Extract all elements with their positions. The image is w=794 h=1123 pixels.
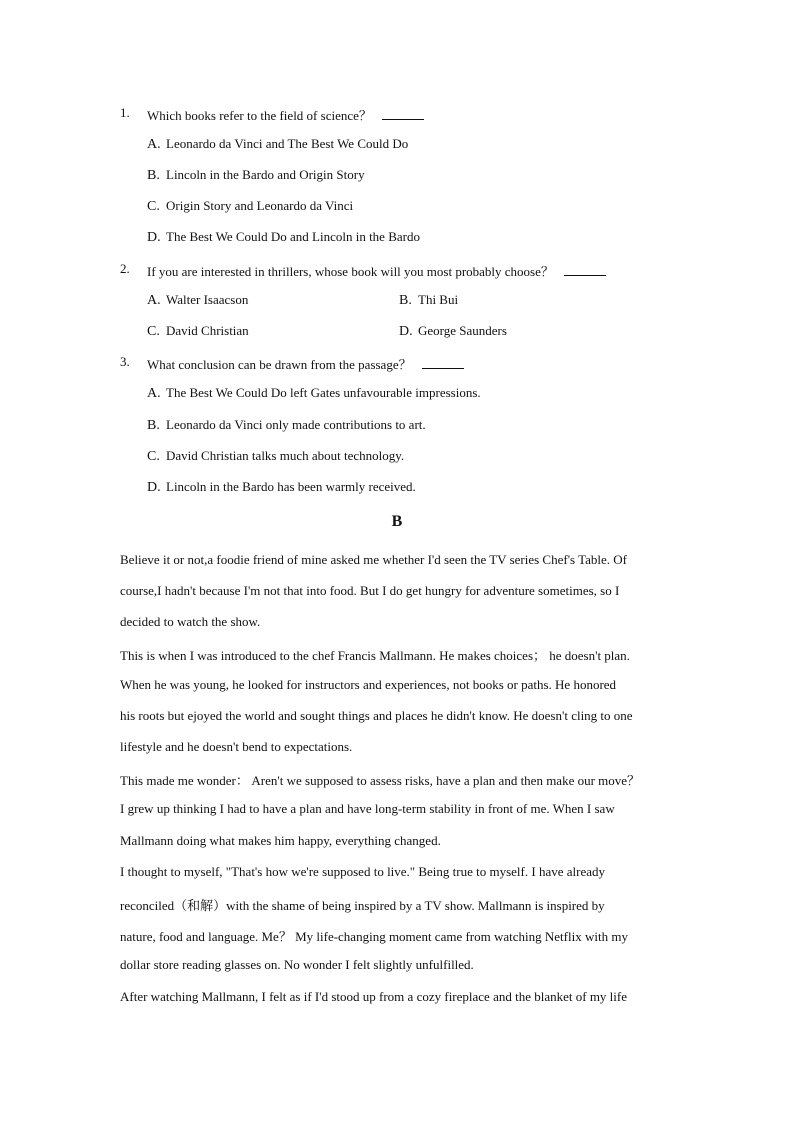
passage-line: This made me wonder： Aren't we supposed to assess risks, have a plan and then make our move？ (120, 773, 641, 788)
passage-line: This is when I was introduced to the chef Francis Mallmann. He makes choices； he doesn't plan. (120, 648, 630, 663)
question-number: 1. (120, 105, 130, 120)
passage-line: Mallmann doing what makes him happy, everything changed. (120, 833, 441, 848)
option-text: Lincoln in the Bardo and Origin Story (166, 167, 365, 182)
section-title: B (391, 513, 403, 530)
option-label: C. (147, 449, 160, 464)
option-label: C. (147, 324, 160, 339)
option-1d (147, 229, 420, 246)
option-1b (147, 167, 365, 184)
option-3d (147, 479, 416, 496)
option-label: A. (147, 137, 161, 152)
option-label: A. (147, 386, 161, 401)
option-text: Lincoln in the Bardo has been warmly received. (166, 479, 416, 494)
option-text: David Christian (166, 323, 249, 338)
option-label: B. (147, 418, 160, 433)
option-label: B. (147, 168, 160, 183)
passage-line: his roots but ejoyed the world and sought things and places he didn't know. He doesn't cling to one (120, 708, 633, 723)
question-stem: If you are interested in thrillers, whose book will you most probably choose？ (147, 261, 606, 280)
passage-line: course,I hadn't because I'm not that into food. But I do get hungry for adventure sometimes, so I (120, 583, 620, 598)
option-1c (147, 198, 353, 215)
option-text: George Saunders (418, 323, 507, 338)
option-text: The Best We Could Do and Lincoln in the Bardo (166, 229, 420, 244)
option-3a (147, 385, 481, 402)
option-label: D. (399, 324, 413, 339)
option-label: C. (147, 199, 160, 214)
question-number: 3. (120, 354, 130, 369)
answer-blank[interactable] (564, 264, 606, 276)
option-text: Leonardo da Vinci and The Best We Could Do (166, 136, 409, 151)
passage-line: nature, food and language. Me？ My life-changing moment came from watching Netflix with my (120, 929, 628, 944)
passage-line: Believe it or not,a foodie friend of mine asked me whether I'd seen the TV series Chef's Table. Of (120, 552, 628, 567)
option-text: The Best We Could Do left Gates unfavourable impressions. (166, 385, 481, 400)
question-stem: Which books refer to the field of science？ (147, 105, 424, 124)
answer-blank[interactable] (382, 108, 424, 120)
option-1a (147, 136, 408, 153)
answer-blank[interactable] (422, 357, 464, 369)
passage-line: reconciled（和解）with the shame of being inspired by a TV show. Mallmann is inspired by (120, 898, 605, 913)
option-label: D. (147, 230, 161, 245)
passage-line: dollar store reading glasses on. No wonder I felt slightly unfulfilled. (120, 957, 474, 972)
question-number: 2. (120, 261, 130, 276)
option-label: A. (147, 293, 161, 308)
passage-line: decided to watch the show. (120, 614, 261, 629)
option-label: B. (399, 293, 412, 308)
option-3c (147, 448, 404, 465)
passage-line: After watching Mallmann, I felt as if I'd stood up from a cozy fireplace and the blanket of my life (120, 989, 627, 1004)
passage-line: I thought to myself, "That's how we're supposed to live." Being true to myself. I have already (120, 864, 605, 879)
option-label: D. (147, 480, 161, 495)
option-text: Leonardo da Vinci only made contributions to art. (166, 417, 426, 432)
passage-line: lifestyle and he doesn't bend to expectations. (120, 739, 353, 754)
option-2d (399, 323, 507, 340)
option-text: Walter Isaacson (166, 292, 249, 307)
option-text: Thi Bui (418, 292, 459, 307)
option-2b (399, 292, 458, 309)
option-text: David Christian talks much about technology. (166, 448, 405, 463)
option-2c (147, 323, 249, 340)
question-stem: What conclusion can be drawn from the passage？ (147, 354, 464, 373)
option-text: Origin Story and Leonardo da Vinci (166, 198, 354, 213)
option-2a (147, 292, 248, 309)
passage-line: When he was young, he looked for instructors and experiences, not books or paths. He honored (120, 677, 617, 692)
option-3b (147, 417, 426, 434)
passage-line: I grew up thinking I had to have a plan and have long-term stability in front of me. When I saw (120, 801, 615, 816)
